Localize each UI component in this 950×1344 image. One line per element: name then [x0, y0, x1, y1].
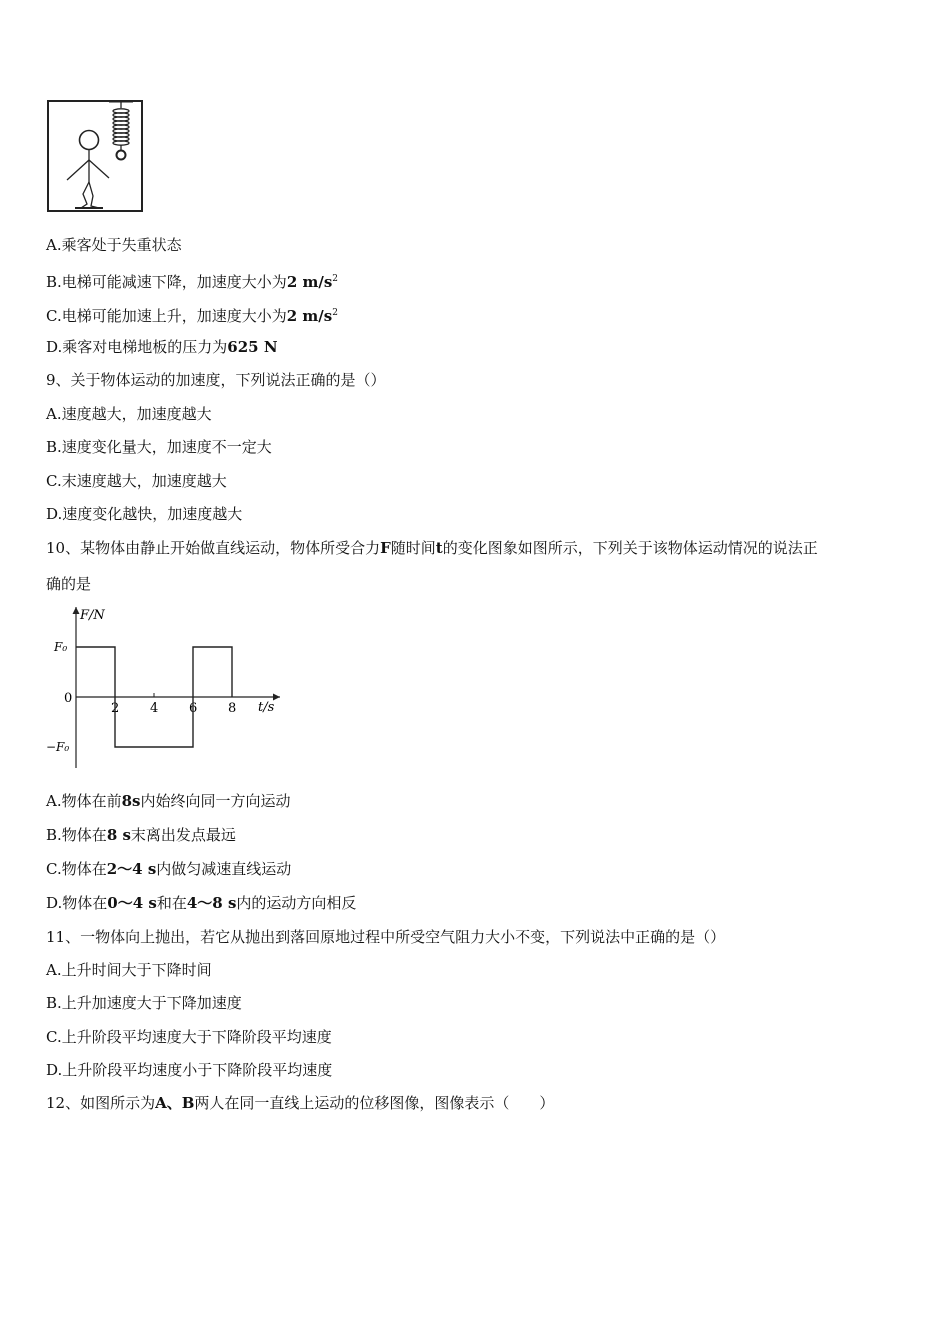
q10-stem-line2: 确的是 [46, 575, 92, 593]
q9-stem: 9、关于物体运动的加速度，下列说法正确的是（） [46, 371, 386, 389]
q8-option-d: D.乘客对电梯地板的压力为625 N [46, 338, 278, 356]
q11-stem: 11、一物体向上抛出，若它从抛出到落回原地过程中所受空气阻力大小不变，下列说法中正确的是（） [46, 928, 726, 946]
force-time-chart [46, 603, 290, 771]
q9-option-b: B.速度变化量大，加速度不一定大 [46, 438, 272, 456]
x-tick-label-8: 8 [228, 701, 237, 716]
q11-option-a: A.上升时间大于下降时间 [46, 961, 212, 979]
x-tick-label-2: 2 [111, 701, 120, 716]
x-tick-label-6: 6 [189, 701, 198, 716]
x-tick-label-4: 4 [150, 701, 159, 716]
y-tick-bottom: −F₀ [46, 740, 70, 754]
q8-option-c: C.电梯可能加速上升，加速度大小为2 $m/s^2$ [46, 307, 338, 325]
q9-option-a: A.速度越大，加速度越大 [46, 405, 212, 423]
y-axis-label: F/N [80, 608, 105, 623]
q10-stem: 10、某物体由静止开始做直线运动，物体所受合力F随时间t的变化图象如图所示，下列关于该物体运动情况的说法正 [46, 539, 818, 557]
q9-option-d: D.速度变化越快，加速度越大 [46, 505, 243, 523]
y-tick-zero: 0 [64, 691, 73, 706]
x-axis-label: t/s [258, 700, 275, 715]
q10-option-d: D.物体在0～4 s和在4～8 s内的运动方向相反 [46, 894, 357, 912]
q10-option-b: B.物体在8 s末离出发点最远 [46, 826, 236, 844]
q8-option-b: B.电梯可能减速下降，加速度大小为2 $m/s^2$ [46, 273, 339, 291]
q11-option-c: C.上升阶段平均速度大于下降阶段平均速度 [46, 1028, 332, 1046]
q10-option-c: C.物体在2～4 s内做匀减速直线运动 [46, 860, 292, 878]
q11-option-d: D.上升阶段平均速度小于下降阶段平均速度 [46, 1061, 333, 1079]
q10-option-a: A.物体在前8s内始终向同一方向运动 [46, 792, 291, 810]
q9-option-c: C.末速度越大，加速度越大 [46, 472, 227, 490]
q12-stem: 12、如图所示为A、B两人在同一直线上运动的位移图像，图像表示（ ） [46, 1094, 555, 1112]
q8-option-a: A.乘客处于失重状态 [46, 236, 182, 254]
q11-option-b: B.上升加速度大于下降加速度 [46, 994, 242, 1012]
elevator-figure [47, 100, 143, 212]
y-tick-top: F₀ [54, 640, 68, 654]
